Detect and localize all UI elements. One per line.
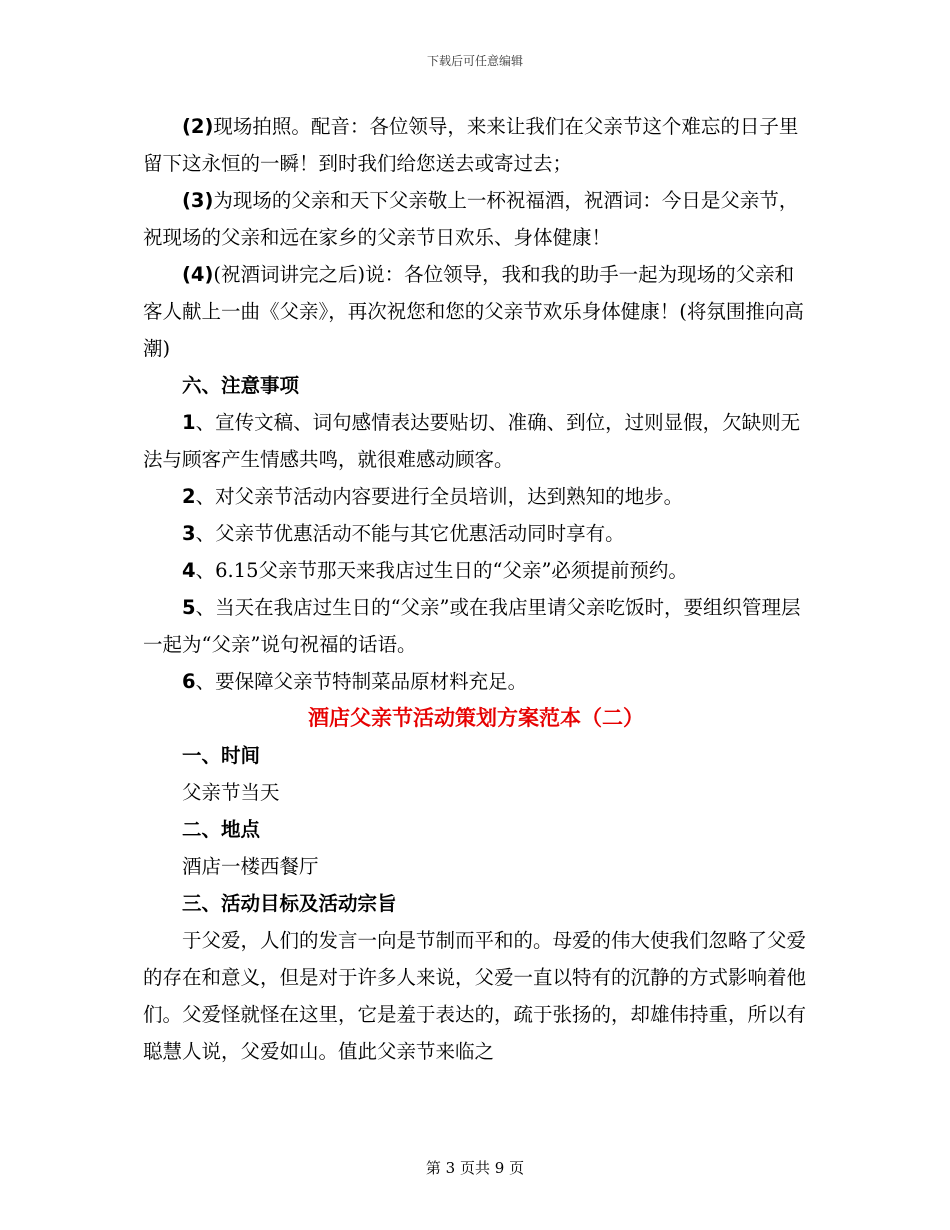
item-number: 1 [182, 411, 196, 434]
item-text: 、当天在我店过生日的“父亲”或在我店里请父亲吃饭时，要组织管理层一起为“父亲”说句祝福的话语。 [143, 596, 801, 656]
item-text: 、父亲节优惠活动不能与其它优惠活动同时享有。 [195, 522, 625, 545]
item-number: (4) [182, 263, 214, 286]
item-number: 6 [182, 670, 196, 693]
section-heading-time: 一、时间 [182, 744, 261, 767]
item-number: (2) [182, 115, 214, 138]
document-body [143, 108, 809, 1070]
section-heading-place: 二、地点 [182, 818, 261, 841]
item-text: 、6.15父亲节那天来我店过生日的“父亲”必须提前预约。 [195, 559, 688, 582]
list-item [143, 256, 809, 367]
item-number: (3) [182, 189, 214, 212]
item-number: 4 [182, 559, 196, 582]
item-number: 2 [182, 485, 196, 508]
document-title: 酒店父亲节活动策划方案范本（二） [308, 706, 644, 730]
item-text: 、要保障父亲节特制菜品原材料充足。 [195, 670, 528, 693]
goal-paragraph: 于父爱，人们的发言一向是节制而平和的。母爱的伟大使我们忽略了父爱的存在和意义，但是对于许多人来说，父爱一直以特有的沉静的方式影响着他们。父爱怪就怪在这里，它是羞于表达的，疏于张扬的，却雄伟持重，所以有聪慧人说，父爱如山。值此父亲节来临之 [143, 929, 807, 1063]
item-text: 、宣传文稿、词句感情表达要贴切、准确、到位，过则显假，欠缺则无法与顾客产生情感共鸣，就很难感动顾客。 [143, 411, 801, 471]
list-item [143, 515, 809, 552]
item-text: (祝酒词讲完之后)说：各位领导，我和我的助手一起为现场的父亲和客人献上一曲《父亲》，再次祝您和您的父亲节欢乐身体健康！(将氛围推向高潮) [143, 263, 804, 360]
item-text: 现场拍照。配音：各位领导，来来让我们在父亲节这个难忘的日子里留下这永恒的一瞬！到时我们给您送去或寄过去； [143, 115, 799, 175]
list-item [143, 663, 809, 700]
list-item [143, 589, 809, 663]
item-text: 、对父亲节活动内容要进行全员培训，达到熟知的地步。 [195, 485, 684, 508]
list-item [143, 182, 809, 256]
item-number: 5 [182, 596, 196, 619]
list-item [143, 552, 809, 589]
list-item [143, 108, 809, 182]
section-heading-notice: 六、注意事项 [182, 374, 300, 397]
list-item [143, 478, 809, 515]
list-item [143, 404, 809, 478]
page-header: 下载后可任意编辑 [426, 54, 523, 68]
item-number: 3 [182, 522, 196, 545]
page-footer: 第 3 页共 9 页 [425, 1159, 525, 1177]
time-text: 父亲节当天 [182, 781, 280, 804]
place-text: 酒店一楼西餐厅 [182, 855, 319, 878]
section-heading-goal: 三、活动目标及活动宗旨 [182, 892, 397, 915]
item-text: 为现场的父亲和天下父亲敬上一杯祝福酒，祝酒词：今日是父亲节，祝现场的父亲和远在家乡的父亲节日欢乐、身体健康！ [143, 189, 799, 249]
